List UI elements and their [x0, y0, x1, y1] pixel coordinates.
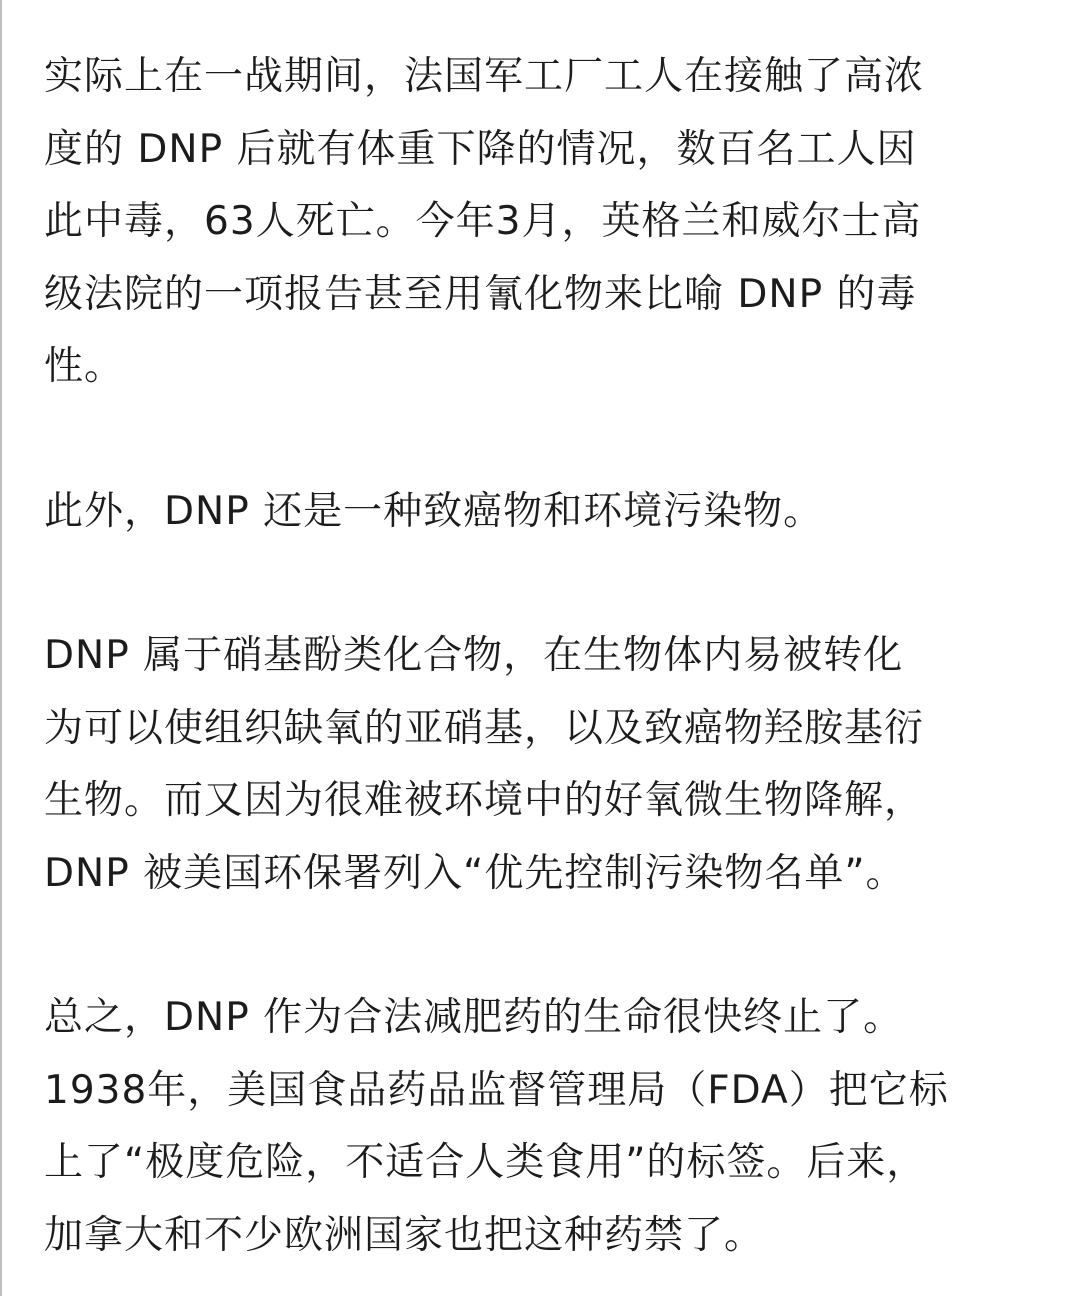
- paragraph-spacer: [44, 404, 1044, 476]
- text-line: DNP 被美国环保署列入“优先控制污染物名单”。: [44, 850, 906, 896]
- text-line: 度的 DNP 后就有体重下降的情况，数百名工人因: [44, 126, 917, 172]
- text-line: 生物。而又因为很难被环境中的好氧微生物降解，: [44, 778, 925, 823]
- text-line: 级法院的一项报告甚至用氰化物来比喻 DNP 的毒: [44, 271, 917, 317]
- text-line: 为可以使组织缺氧的亚硝基，以及致癌物羟胺基衍: [44, 705, 925, 751]
- article-body: [44, 41, 1044, 1272]
- paragraph-carcinogen: [44, 476, 1044, 549]
- paragraph-ww1-toxicity: [44, 41, 1044, 404]
- text-line: 此外，DNP 还是一种致癌物和环境污染物。: [44, 488, 824, 534]
- paragraph-nitrophenol: [44, 620, 1044, 910]
- paragraph-spacer: [44, 548, 1044, 620]
- text-line: 性。: [44, 344, 125, 389]
- text-line: 总之，DNP 作为合法减肥药的生命很快终止了。: [44, 995, 904, 1040]
- text-line: 1938年，美国食品药品监督管理局（FDA）把它标: [44, 1067, 949, 1113]
- text-line: 上了“极度危险，不适合人类食用”的标签。后来，: [44, 1140, 927, 1185]
- text-line: 此中毒，63人死亡。今年3月，英格兰和威尔士高: [44, 199, 922, 244]
- paragraph-spacer: [44, 910, 1044, 982]
- left-edge-divider: [0, 0, 2, 1296]
- text-line: DNP 属于硝基酚类化合物，在生物体内易被转化: [44, 633, 904, 678]
- paragraph-ban-history: [44, 982, 1044, 1272]
- text-line: 实际上在一战期间，法国军工厂工人在接触了高浓: [44, 54, 925, 99]
- text-line: 加拿大和不少欧洲国家也把这种药禁了。: [44, 1212, 765, 1258]
